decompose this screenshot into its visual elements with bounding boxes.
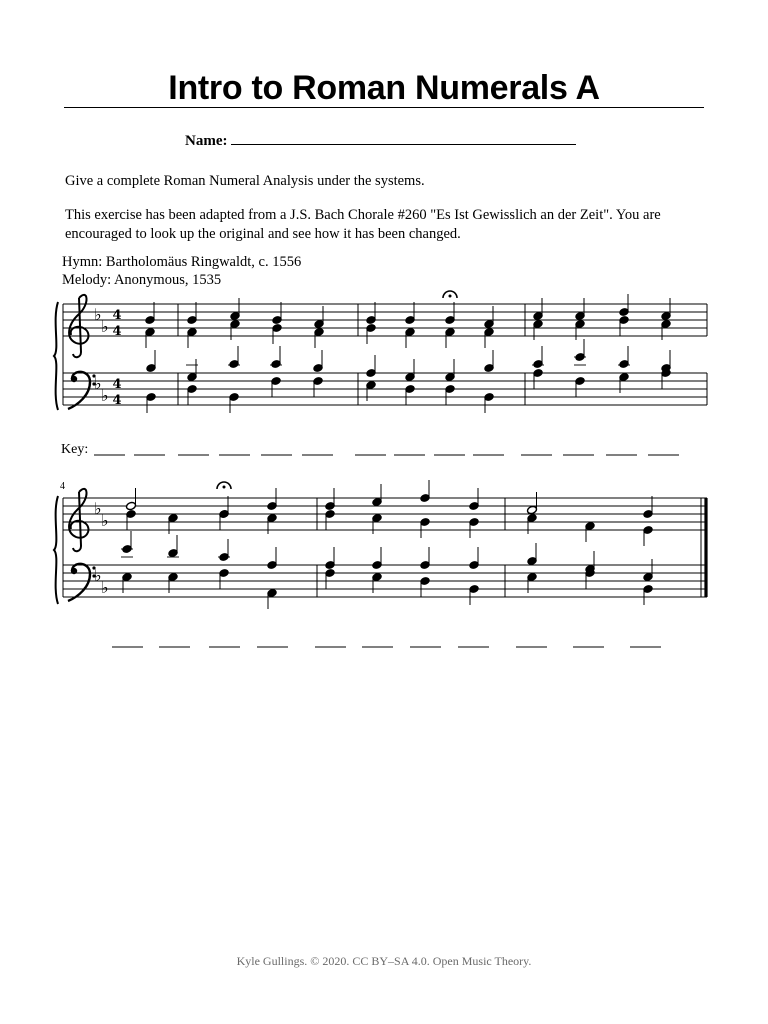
svg-text:♭: ♭ — [94, 305, 102, 324]
svg-text:♭: ♭ — [101, 578, 109, 597]
system-2-treble-notes — [126, 480, 654, 546]
bass-time-numerator: 4 — [112, 377, 122, 392]
system-2-bass-staff — [63, 565, 707, 597]
treble-time-numerator: 4 — [112, 308, 122, 323]
measure-number: 4 — [60, 481, 65, 492]
svg-text:♭: ♭ — [94, 499, 102, 518]
system-1-treble-staff — [63, 304, 707, 336]
system-2 — [54, 480, 707, 609]
system-2-brace — [54, 496, 58, 604]
system-1-brace — [54, 302, 58, 410]
fermata-icon — [217, 482, 231, 489]
svg-text:♭: ♭ — [94, 374, 102, 393]
system-2-treble-staff — [63, 498, 707, 530]
treble-time-denominator: 4 — [112, 324, 122, 339]
exercise-note: This exercise has been adapted from a J.S. Bach Chorale #260 "Es Ist Gewisslich an der Zeit". You are encouraged to look up the original and see how it has been changed. — [65, 207, 661, 242]
system-1-bass-notes — [146, 339, 671, 413]
bass-clef-icon — [68, 564, 96, 601]
svg-text:♭: ♭ — [101, 386, 109, 405]
flat-icon — [94, 499, 109, 597]
key-label: Key: — [61, 442, 89, 457]
name-label: Name: — [185, 133, 228, 149]
footer-credit: Kyle Gullings. © 2020. CC BY–SA 4.0. Open Music Theory. — [236, 954, 532, 968]
flat-icon — [94, 305, 109, 405]
svg-text:♭: ♭ — [101, 511, 109, 530]
system-1-time-signatures — [112, 308, 121, 408]
melody-credit: Melody: Anonymous, 1535 — [62, 272, 222, 288]
system-1 — [54, 291, 707, 413]
bass-time-denominator: 4 — [112, 393, 122, 408]
bass-clef-icon — [68, 372, 96, 409]
system-1-bass-staff — [63, 373, 707, 405]
page-title: Intro to Roman Numerals A — [168, 69, 600, 107]
fermata-icon — [443, 291, 457, 298]
hymn-credit: Hymn: Bartholomäus Ringwaldt, c. 1556 — [62, 254, 302, 270]
svg-text:♭: ♭ — [101, 317, 109, 336]
svg-text:♭: ♭ — [94, 566, 102, 585]
instructions-text: Give a complete Roman Numeral Analysis under the systems. — [65, 173, 425, 189]
system-1-treble-notes — [145, 294, 671, 348]
